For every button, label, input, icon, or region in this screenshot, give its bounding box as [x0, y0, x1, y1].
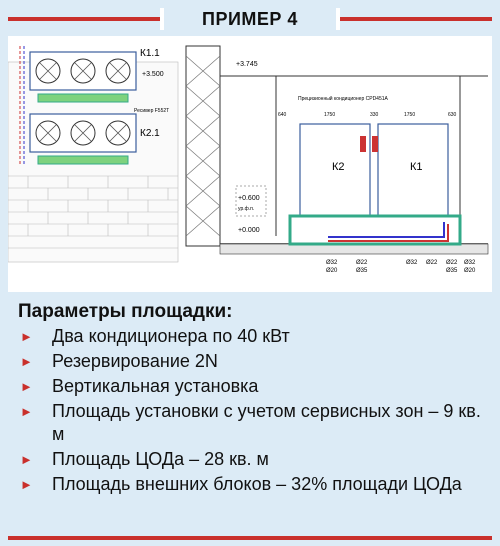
example-title: ПРИМЕР 4	[164, 8, 336, 30]
footer-rule	[8, 536, 492, 540]
dim-0: 640	[278, 112, 287, 118]
elev-3745: +3.745	[236, 61, 258, 68]
bullet-icon: ►	[20, 329, 33, 344]
dim-4: 630	[448, 112, 457, 118]
list-item: ► Вертикальная установка	[20, 376, 259, 396]
pipe-label-4: Ø32	[406, 260, 418, 266]
site-parameters	[18, 300, 488, 498]
label-k11: К1.1	[140, 48, 160, 59]
label-k21: К2.1	[140, 128, 160, 139]
bullet-icon: ►	[20, 354, 33, 369]
precision-label: Прецизионный кондиционер CPD451A	[298, 96, 388, 102]
list-item: ► Площадь ЦОДа – 28 кв. м	[20, 449, 269, 469]
label-k1: К1	[410, 161, 423, 173]
dim-3: 1750	[404, 112, 416, 118]
list-item: ► Резервирование 2N	[20, 351, 218, 371]
list-item: ► Два кондиционера по 40 кВт	[20, 326, 290, 346]
panel-k1	[372, 136, 378, 152]
receiver-label: Ресивер F552T	[134, 108, 170, 114]
bullet-icon: ►	[20, 452, 33, 467]
params-list	[18, 325, 488, 496]
elev-0000: +0.000	[238, 227, 260, 234]
pipe-label-5: Ø22	[426, 260, 438, 266]
elev-0600: +0.600	[238, 195, 260, 202]
outdoor-unit-k11	[30, 52, 136, 90]
pipe-label-7: Ø35	[446, 268, 458, 274]
pipe-label-9: Ø20	[464, 268, 476, 274]
panel-k2	[360, 136, 366, 152]
mount-rail-1	[38, 94, 128, 102]
pipe-label-3: Ø35	[356, 268, 368, 274]
wall-column	[186, 46, 220, 246]
pipe-label-1: Ø20	[326, 268, 338, 274]
pipe-label-6: Ø22	[446, 260, 458, 266]
label-k2: К2	[332, 161, 345, 173]
elev-ufp: ур.ф.п.	[238, 206, 255, 212]
pipe-label-0: Ø32	[326, 260, 338, 266]
dim-2: 330	[370, 112, 379, 118]
pipe-label-2: Ø22	[356, 260, 368, 266]
bullet-icon: ►	[20, 404, 33, 419]
dim-1: 1750	[324, 112, 336, 118]
technical-drawing	[8, 36, 492, 292]
drawing-svg	[8, 36, 492, 292]
list-item: ► Площадь внешних блоков – 32% площади ЦОДа	[20, 474, 462, 494]
list-item: ► Площадь установки с учетом сервисных зон – 9 кв. м	[20, 401, 481, 444]
pipe-label-8: Ø32	[464, 260, 476, 266]
header-bar	[0, 8, 500, 30]
bullet-icon: ►	[20, 379, 33, 394]
bullet-icon: ►	[20, 477, 33, 492]
mount-rail-2	[38, 156, 128, 164]
params-heading: Параметры площадки:	[18, 301, 233, 322]
elev-3500: +3.500	[142, 71, 164, 78]
room-section	[220, 76, 488, 254]
outdoor-unit-k21	[30, 114, 136, 152]
